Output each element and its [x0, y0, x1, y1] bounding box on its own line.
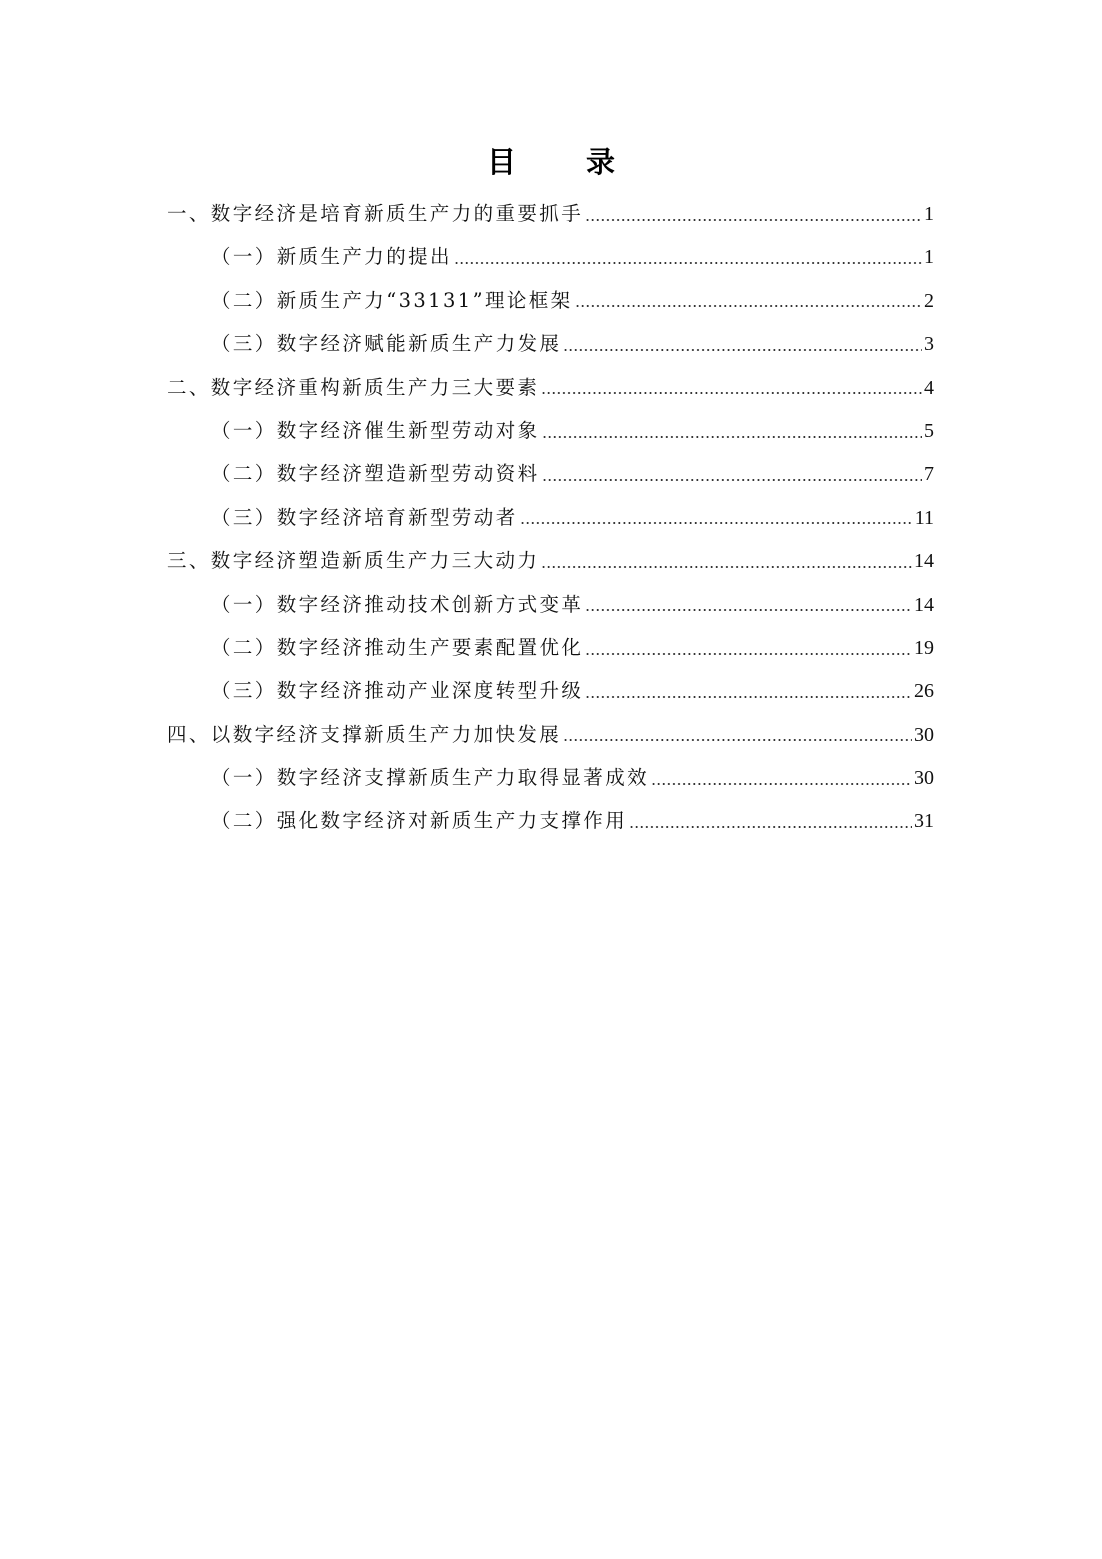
dot-leader — [520, 520, 913, 526]
toc-entry[interactable] — [167, 539, 934, 582]
toc-entry-label: （三）数字经济培育新型劳动者 — [211, 505, 518, 529]
toc-entry[interactable] — [211, 496, 934, 539]
toc-entry-label: （二）新质生产力“33131”理论框架 — [211, 288, 573, 312]
dot-leader — [585, 694, 912, 700]
dot-leader — [651, 781, 912, 787]
toc-entry-label: 四、以数字经济支撑新质生产力加快发展 — [167, 722, 562, 746]
toc-page-number: 30 — [914, 767, 934, 790]
toc-entry[interactable] — [211, 452, 934, 495]
toc-entry-label: （一）数字经济催生新型劳动对象 — [211, 418, 540, 442]
toc-entry-label: （三）数字经济推动产业深度转型升级 — [211, 679, 584, 703]
toc-entry[interactable] — [211, 409, 934, 452]
toc-entry[interactable] — [211, 626, 934, 669]
toc-page-number: 7 — [924, 463, 934, 486]
toc-page-number: 3 — [924, 333, 934, 356]
dot-leader — [541, 390, 922, 396]
dot-leader — [575, 303, 922, 309]
toc-entry[interactable] — [211, 756, 934, 799]
toc-page-number: 1 — [924, 203, 934, 225]
table-of-contents — [0, 192, 1102, 843]
dot-leader — [542, 477, 922, 483]
dot-leader — [541, 564, 912, 570]
toc-page-number: 1 — [924, 246, 934, 269]
toc-entry-label: （二）数字经济塑造新型劳动资料 — [211, 462, 540, 486]
toc-entry-label: 一、数字经济是培育新质生产力的重要抓手 — [167, 202, 584, 225]
toc-entry-label: （一）数字经济推动技术创新方式变革 — [211, 592, 584, 616]
toc-entry[interactable] — [211, 279, 934, 322]
dot-leader — [585, 651, 912, 657]
toc-entry-label: （一）新质生产力的提出 — [211, 245, 452, 269]
toc-entry[interactable] — [167, 366, 934, 409]
toc-page-number: 4 — [924, 376, 934, 399]
dot-leader — [585, 607, 912, 613]
toc-entry[interactable] — [211, 799, 934, 842]
toc-entry-label: （三）数字经济赋能新质生产力发展 — [211, 332, 562, 356]
toc-page-number: 14 — [914, 550, 934, 573]
toc-entry-label: 二、数字经济重构新质生产力三大要素 — [167, 375, 540, 399]
toc-entry[interactable] — [167, 192, 934, 235]
toc-entry[interactable] — [211, 322, 934, 365]
toc-page-number: 14 — [914, 593, 934, 616]
toc-page-number: 30 — [914, 723, 934, 746]
toc-entry[interactable] — [211, 235, 934, 278]
dot-leader — [542, 434, 922, 440]
toc-entry[interactable] — [211, 583, 934, 626]
toc-entry-label: （二）数字经济推动生产要素配置优化 — [211, 635, 584, 659]
toc-page-number: 11 — [914, 506, 934, 529]
toc-page-number: 19 — [914, 636, 934, 659]
toc-entry-label: （一）数字经济支撑新质生产力取得显著成效 — [211, 766, 650, 790]
toc-entry[interactable] — [211, 669, 934, 712]
dot-leader — [563, 347, 922, 353]
toc-entry[interactable] — [167, 713, 934, 756]
dot-leader — [563, 737, 912, 743]
toc-entry-label: 三、数字经济塑造新质生产力三大动力 — [167, 549, 540, 573]
dot-leader — [585, 217, 922, 223]
dot-leader — [629, 824, 912, 830]
toc-page-number: 5 — [924, 419, 934, 442]
toc-page-number: 2 — [924, 289, 934, 312]
toc-page-number: 31 — [914, 810, 934, 833]
toc-title: 目 录 — [486, 145, 646, 179]
toc-page-number: 26 — [914, 680, 934, 703]
toc-entry-label: （二）强化数字经济对新质生产力支撑作用 — [211, 809, 628, 833]
dot-leader — [454, 260, 922, 266]
